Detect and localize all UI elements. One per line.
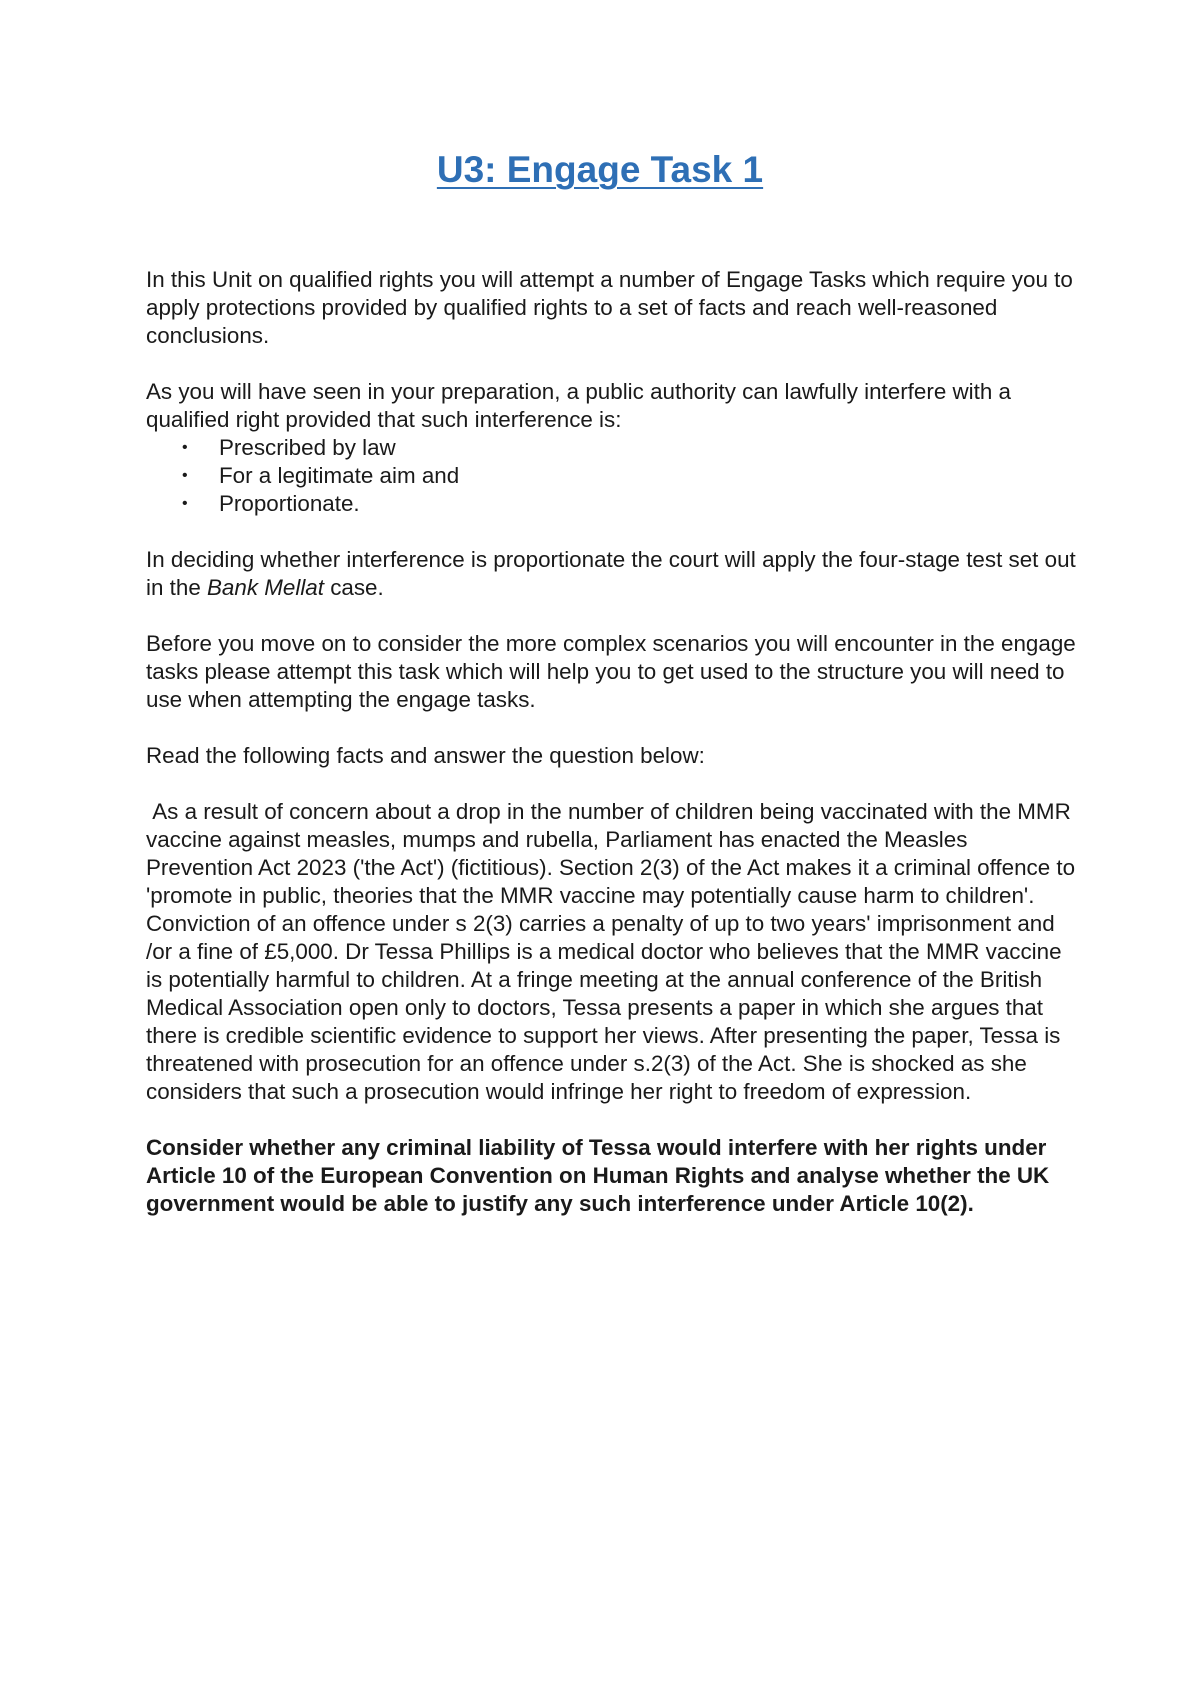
before-moving-paragraph: Before you move on to consider the more complex scenarios you will encounter in the engage tasks please attempt this task which will help you to get used to the structure you will need to use when attempting the engage tasks. [146,631,1076,712]
proportionality-text-end: case. [323,575,384,600]
bullet-icon: • [182,495,188,512]
instruction-paragraph: Read the following facts and answer the question below: [146,743,705,768]
facts-paragraph: As a result of concern about a drop in the number of children being vaccinated with the MMR vaccine against measles, mumps and rubella, Parliament has enacted the Measles Prevention Act 2023 ('the Act') (fictitious). Section 2(3) of the Act makes it a criminal offence to 'promote in public, theories that the MMR vaccine may potentially cause harm to children'. Conviction of an offence under s 2(3) carries a penalty of up to two years' imprisonment and /or a fine of £5,000. Dr Tessa Phillips is a medical doctor who believes that the MMR vaccine is potentially harmful to children. At a fringe meeting at the annual conference of the British Medical Association open only to doctors, Tessa presents a paper in which she argues that there is credible scientific evidence to support her views. After presenting the paper, Tessa is threatened with prosecution for an offence under s.2(3) of the Act. She is shocked as she considers that such a prosecution would infringe her right to freedom of expression. [146,799,1082,1104]
list-item [146,434,1076,462]
list-item [146,462,1076,490]
condition-text: Prescribed by law [219,435,396,460]
document-body [146,266,1082,1246]
question-paragraph: Consider whether any criminal liability of Tessa would interfere with her rights under Article 10 of the European Convention on Human Rights and analyse whether the UK government would be able to justify any such interference under Article 10(2). [146,1135,1050,1216]
condition-text: For a legitimate aim and [219,463,460,488]
list-item [146,490,1076,518]
proportionality-text-start: In deciding whether interference is proportionate the court will apply the four-stage test set out in the [146,547,1076,600]
bullet-icon: • [182,439,188,456]
intro-paragraph: In this Unit on qualified rights you will attempt a number of Engage Tasks which require you to apply protections provided by qualified rights to a set of facts and reach well-reasoned conclusions. [146,267,1073,348]
case-name: Bank Mellat [207,575,324,600]
condition-text: Proportionate. [219,491,360,516]
bullet-icon: • [182,467,188,484]
proportionality-paragraph [146,546,1076,602]
conditions-list [146,434,1076,518]
page-title: U3: Engage Task 1 [436,149,764,190]
interference-paragraph: As you will have seen in your preparation, a public authority can lawfully interfere with a qualified right provided that such interference is: [146,379,1011,432]
